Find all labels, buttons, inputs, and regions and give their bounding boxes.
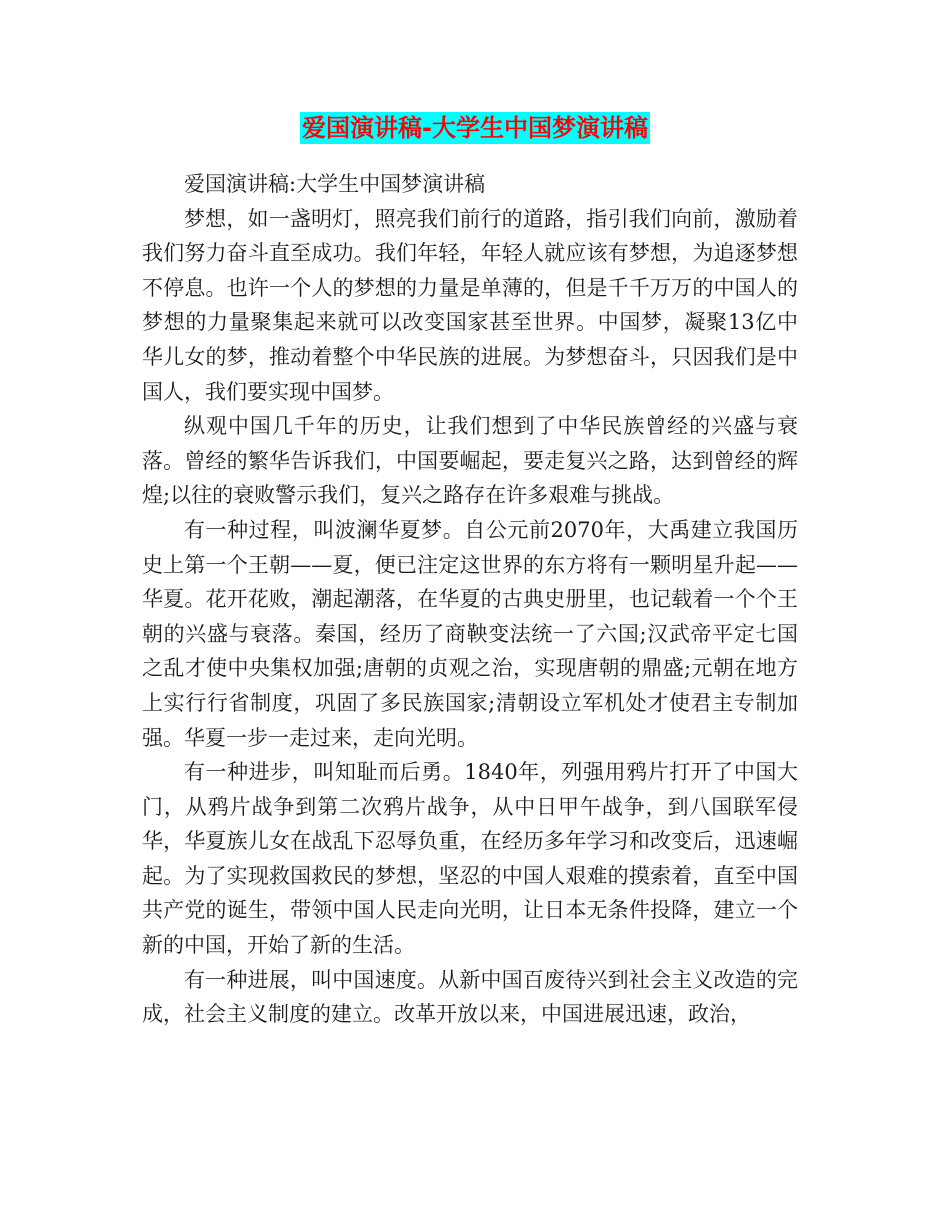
paragraph: 爱国演讲稿:大学生中国梦演讲稿 bbox=[184, 172, 486, 196]
paragraph: 有一种进步，叫知耻而后勇。1840年，列强用鸦片打开了中国大门，从鸦片战争到第二次鸦片战争，从中日甲午战争，到八国联军侵华，华夏族儿女在战乱下忍辱负重，在经历多年学习和改变后，迅速崛起。为了实现救国救民的梦想，坚忍的中国人艰难的摸索着，直至中国共产党的诞生，带领中国人民走向光明，让日本无条件投降，建立一个新的中国，开始了新的生活。 bbox=[142, 760, 798, 958]
paragraph: 有一种进展，叫中国速度。从新中国百废待兴到社会主义改造的完成，社会主义制度的建立。改革开放以来，中国进展迅速，政治， bbox=[142, 967, 798, 1027]
paragraph: 梦想，如一盏明灯，照亮我们前行的道路，指引我们向前，激励着我们努力奋斗直至成功。我们年轻，年轻人就应该有梦想，为追逐梦想不停息。也许一个人的梦想的力量是单薄的，但是千千万万的中国人的梦想的力量聚集起来就可以改变国家甚至世界。中国梦，凝聚13亿中华儿女的梦，推动着整个中华民族的进展。为梦想奋斗，只因我们是中国人，我们要实现中国梦。 bbox=[142, 206, 798, 404]
document-body bbox=[142, 167, 798, 1032]
title-container bbox=[0, 112, 950, 144]
document-title: 爱国演讲稿-大学生中国梦演讲稿 bbox=[302, 114, 648, 142]
paragraph: 有一种过程，叫波澜华夏梦。自公元前2070年，大禹建立我国历史上第一个王朝——夏，便已注定这世界的东方将有一颗明星升起——华夏。花开花败，潮起潮落，在华夏的古典史册里，也记载着一个个王朝的兴盛与衰落。秦国，经历了商鞅变法统一了六国;汉武帝平定七国之乱才使中央集权加强;唐朝的贞观之治，实现唐朝的鼎盛;元朝在地方上实行行省制度，巩固了多民族国家;清朝设立军机处才使君主专制加强。华夏一步一走过来，走向光明。 bbox=[142, 517, 798, 750]
paragraph: 纵观中国几千年的历史，让我们想到了中华民族曾经的兴盛与衰落。曾经的繁华告诉我们，中国要崛起，要走复兴之路，达到曾经的辉煌;以往的衰败警示我们，复兴之路存在许多艰难与挑战。 bbox=[142, 414, 798, 508]
